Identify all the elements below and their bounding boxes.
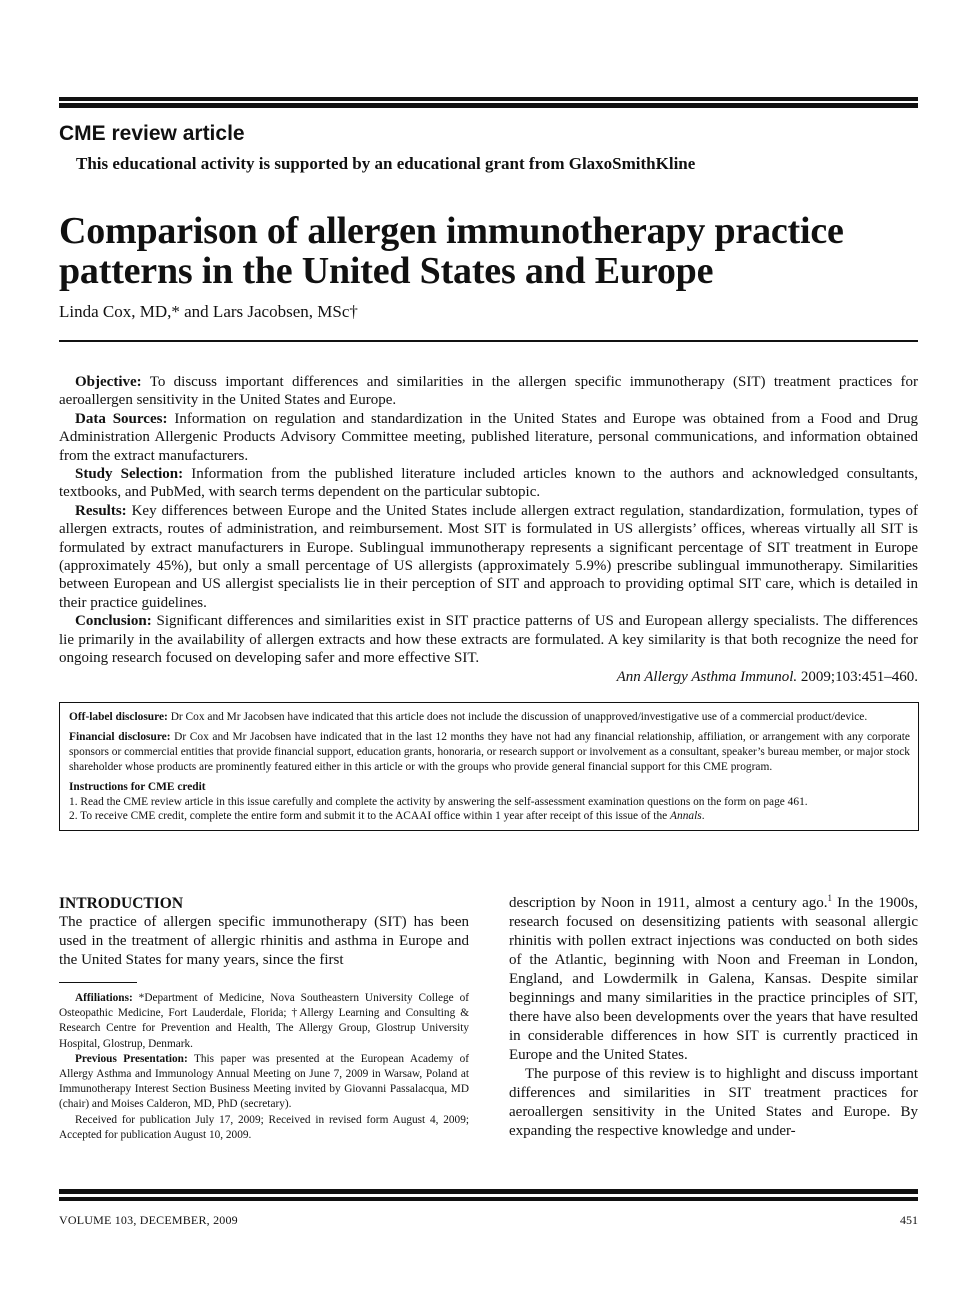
presentation-text: This paper was presented at the European Academy of Allergy Asthma and Immunology Annual Meeting on June 7, 2009 in Warsaw, Poland at Immunotherapy Interest Section Business Meeting invited by Giovanni Passalacqua, MD (chair) and Moises Calderon, MD, PhD (secretary). bbox=[59, 1052, 469, 1111]
left-column bbox=[59, 894, 469, 1143]
results-text: Key differences between Europe and the United States include allergen extract regulation, standardization, formulation, types of allergen extracts, routes of administration, and reimbursement. Most SIT is formulated in US allergists’ offices, whereas virtually all SIT is formulated by extract manufacturers in Europe. Sublingual immunotherapy represents a significant percentage of SIT treatment in Europe (approximately 45%), but only a small percentage of US allergists (approximately 5.9%) prescribe sublingual immunotherapy. Similarities between European and US allergist specialists lie in their perception of SIT and approach to providing optimal SIT care, which is detailed in their practice guidelines. bbox=[59, 502, 918, 611]
abstract-study-selection bbox=[59, 465, 918, 502]
instruction-2-end: . bbox=[701, 810, 705, 823]
financial-text: Dr Cox and Mr Jacobsen have indicated that in the last 12 months they have not had any financial relationship, affiliation, or arrangement with any corporate sponsors or commercial entities that provide financial support, education grants, honoraria, or research support or involvement as a consultant, speaker’s bureau member, or major stock shareholder whose products are prominently featured either in this article or with the groups who provide general financial support for this CME program. bbox=[69, 730, 910, 773]
conclusion-text: Significant differences and similarities exist in SIT practice patterns of US and European allergy specialists. The differences lie primarily in the availability of allergen extracts and how these extracts are formulated. A key similarity is that both recognize the need for ongoing research focused on developing safer and more effective SIT. bbox=[59, 613, 919, 667]
bottom-rule-second bbox=[59, 1197, 918, 1201]
abstract bbox=[59, 373, 918, 686]
article-title: Comparison of allergen immunotherapy practice patterns in the United States and Europe bbox=[59, 210, 844, 292]
grant-support-line: This educational activity is supported by an educational grant from GlaxoSmithKline bbox=[76, 154, 696, 173]
data-sources-text: Information on regulation and standardization in the United States and Europe was obtained from a Food and Drug Administration Allergenic Products Advisory Committee meeting, published literature, personal communications, and information obtained from the extract manufacturers. bbox=[59, 410, 919, 464]
footnotes bbox=[59, 991, 469, 1143]
financial-disclosure bbox=[69, 730, 910, 775]
right-column bbox=[509, 894, 918, 1141]
volume-footer: VOLUME 103, DECEMBER, 2009 bbox=[59, 1213, 238, 1227]
instruction-2-text: 2. To receive CME credit, complete the entire form and submit it to the ACAAI office within 1 year after receipt of this issue of the bbox=[69, 810, 671, 823]
abstract-objective bbox=[59, 373, 918, 410]
objective-label: Objective: bbox=[75, 374, 142, 390]
intro-text-a: description by Noon in 1911, almost a century ago. bbox=[509, 895, 828, 911]
article-authors: Linda Cox, MD,* and Lars Jacobsen, MSc† bbox=[59, 302, 358, 321]
journal-citation bbox=[59, 668, 918, 686]
reference-superscript: 1 bbox=[827, 893, 832, 903]
affiliations-label: Affiliations: bbox=[75, 992, 133, 1004]
offlabel-disclosure bbox=[69, 710, 910, 725]
data-sources-label: Data Sources: bbox=[75, 410, 168, 427]
results-label: Results: bbox=[75, 502, 127, 519]
affiliations-text: *Department of Medicine, Nova Southeastern University College of Osteopathic Medicine, Fort Lauderdale, Florida; †Allergy Learning and Consulting & Research Centre for Prevention and Health, The Allergy Group, Glostrup University Hospital, Glostrup, Denmark. bbox=[59, 992, 469, 1050]
offlabel-text: Dr Cox and Mr Jacobsen have indicated that this article does not include the discussion of unapproved/investigative use of a commercial product/device. bbox=[170, 711, 868, 723]
presentation-label: Previous Presentation: bbox=[75, 1052, 188, 1065]
abstract-conclusion bbox=[59, 612, 918, 667]
title-divider bbox=[59, 340, 918, 342]
objective-text: To discuss important differences and similarities in the allergen specific immunotherapy (SIT) treatment practices for aeroallergen sensitivity in the United States and Europe. bbox=[59, 374, 918, 409]
introduction-continued bbox=[509, 894, 918, 1065]
cme-instruction-item: 1. Read the CME review article in this issue carefully and complete the activity by answering the self-assessment examination questions on the form on page 461. bbox=[69, 795, 808, 808]
purpose-paragraph: The purpose of this review is to highlight and discuss important differences and similarities in SIT treatment practices for aeroallergen sensitivity in the United States and Europe. By expanding the respective knowledge and under- bbox=[509, 1066, 918, 1139]
top-rule-second bbox=[59, 103, 918, 108]
abstract-data-sources bbox=[59, 410, 918, 465]
financial-label: Financial disclosure: bbox=[69, 730, 171, 743]
cme-instruction-item bbox=[69, 809, 910, 824]
footnote-divider bbox=[59, 982, 137, 983]
cme-instructions-list bbox=[69, 795, 910, 825]
received-footnote: Received for publication July 17, 2009; Received in revised form August 4, 2009; Accepted for publication August 10, 2009. bbox=[59, 1113, 469, 1141]
introduction-heading: INTRODUCTION bbox=[59, 895, 184, 912]
affiliations-footnote bbox=[59, 991, 469, 1052]
page-number: 451 bbox=[900, 1213, 918, 1227]
intro-text-b: In the 1900s, research focused on desensitizing patients with seasonal allergic rhinitis with pollen extract injections was conducted on both sides of the Atlantic, beginning with Noon and Freeman in London, England, and Lowdermilk in Galena, Kansas. Despite similar beginnings and many similarities in the practice principles of SIT, there have also been developments over the years that have resulted in considerable differences in how SIT is currently practiced in Europe and the United States. bbox=[509, 895, 918, 1063]
instruction-2-journal: Annals bbox=[670, 810, 702, 823]
offlabel-label: Off-label disclosure: bbox=[69, 711, 168, 723]
bottom-rule-thick bbox=[59, 1189, 918, 1194]
introduction-paragraph: The practice of allergen specific immunotherapy (SIT) has been used in the treatment of allergic rhinitis and asthma in Europe and the United States for many years, since the first bbox=[59, 914, 469, 968]
citation-journal: Ann Allergy Asthma Immunol. bbox=[616, 668, 798, 685]
study-selection-text: Information from the published literature included articles known to the authors and acknowledged consultants, textbooks, and PubMed, with search terms dependent on the particular subtopic. bbox=[59, 466, 918, 501]
presentation-footnote bbox=[59, 1052, 469, 1113]
conclusion-label: Conclusion: bbox=[75, 613, 152, 630]
top-rule-thick bbox=[59, 97, 918, 101]
study-selection-label: Study Selection: bbox=[75, 466, 184, 483]
cme-instructions-heading: Instructions for CME credit bbox=[69, 780, 206, 793]
article-type-label: CME review article bbox=[59, 122, 245, 145]
citation-reference: 2009;103:451–460. bbox=[797, 668, 918, 685]
disclosure-box bbox=[59, 702, 919, 831]
abstract-results bbox=[59, 502, 918, 612]
